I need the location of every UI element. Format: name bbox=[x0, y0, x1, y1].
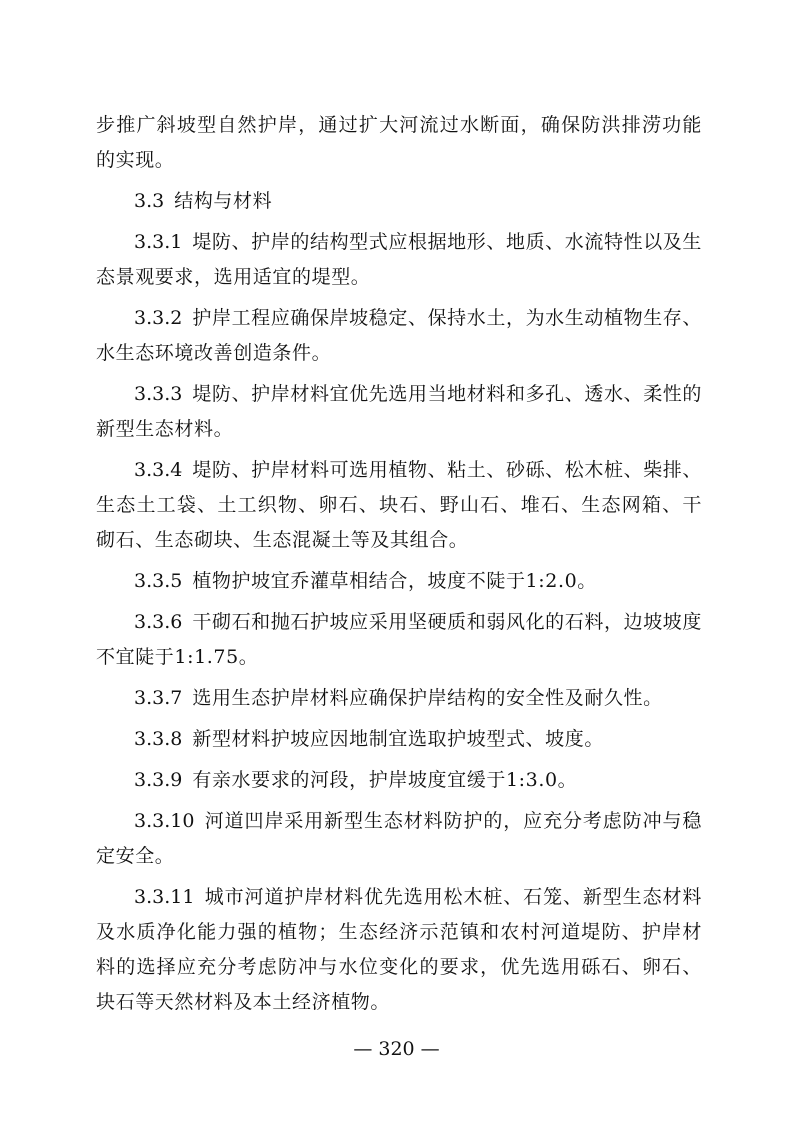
clause-number: 3.3.4 bbox=[134, 459, 183, 481]
clause-text: 选用生态护岸材料应确保护岸结构的安全性及耐久性。 bbox=[192, 687, 663, 709]
clause-number: 3.3.8 bbox=[134, 728, 183, 750]
clause-number: 3.3.1 bbox=[134, 231, 183, 253]
clause-number: 3.3.3 bbox=[134, 383, 183, 405]
clause-3-3-4 bbox=[96, 453, 702, 558]
clause-3-3-8 bbox=[96, 722, 702, 757]
clause-3-3-3 bbox=[96, 377, 702, 447]
clause-number: 3.3.6 bbox=[134, 611, 183, 633]
clause-number: 3.3.7 bbox=[134, 687, 183, 709]
section-number: 3.3 bbox=[134, 190, 165, 212]
clause-text: 植物护坡宜乔灌草相结合，坡度不陡于1:2.0。 bbox=[192, 570, 597, 592]
clause-3-3-6 bbox=[96, 605, 702, 675]
clause-number: 3.3.9 bbox=[134, 769, 183, 791]
clause-text: 堤防、护岸材料宜优先选用当地材料和多孔、透水、柔性的新型生态材料。 bbox=[96, 383, 702, 440]
continuation-paragraph: 步推广斜坡型自然护岸，通过扩大河流过水断面，确保防洪排涝功能的实现。 bbox=[96, 114, 702, 171]
clause-number: 3.3.5 bbox=[134, 570, 183, 592]
clause-text: 堤防、护岸材料可选用植物、粘土、砂砾、松木桩、柴排、生态土工袋、土工织物、卵石、块石、野山石、堆石、生态网箱、干砌石、生态砌块、生态混凝土等及其组合。 bbox=[96, 459, 702, 551]
body-text bbox=[96, 108, 702, 1026]
clause-number: 3.3.2 bbox=[134, 307, 183, 329]
clause-3-3-10 bbox=[96, 804, 702, 874]
clause-text: 有亲水要求的河段，护岸坡度宜缓于1:3.0。 bbox=[192, 769, 578, 791]
clause-text: 堤防、护岸的结构型式应根据地形、地质、水流特性以及生态景观要求，选用适宜的堤型。 bbox=[96, 231, 702, 288]
clause-3-3-7 bbox=[96, 681, 702, 716]
section-title: 结构与材料 bbox=[174, 190, 273, 212]
clause-number: 3.3.11 bbox=[134, 886, 195, 908]
clause-text: 护岸工程应确保岸坡稳定、保持水土，为水生动植物生存、水生态环境改善创造条件。 bbox=[96, 307, 702, 364]
clause-text: 河道凹岸采用新型生态材料防护的，应充分考虑防冲与稳定安全。 bbox=[96, 810, 702, 867]
clause-text: 干砌石和抛石护坡应采用坚硬质和弱风化的石料，边坡坡度不宜陡于1:1.75。 bbox=[96, 611, 702, 668]
page-number: — 320 — bbox=[353, 1038, 440, 1060]
clause-number: 3.3.10 bbox=[134, 810, 195, 832]
clause-3-3-1 bbox=[96, 225, 702, 295]
clause-3-3-2 bbox=[96, 301, 702, 371]
section-heading bbox=[96, 184, 702, 219]
clause-text: 城市河道护岸材料优先选用松木桩、石笼、新型生态材料及水质净化能力强的植物；生态经济示范镇和农村河道堤防、护岸材料的选择应充分考虑防冲与水位变化的要求，优先选用砾石、卵石、块石等天然材料及本土经济植物。 bbox=[96, 886, 702, 1013]
clause-3-3-11 bbox=[96, 880, 702, 1020]
clause-3-3-5 bbox=[96, 564, 702, 599]
clause-text: 新型材料护坡应因地制宜选取护坡型式、坡度。 bbox=[192, 728, 604, 750]
clause-3-3-9 bbox=[96, 763, 702, 798]
